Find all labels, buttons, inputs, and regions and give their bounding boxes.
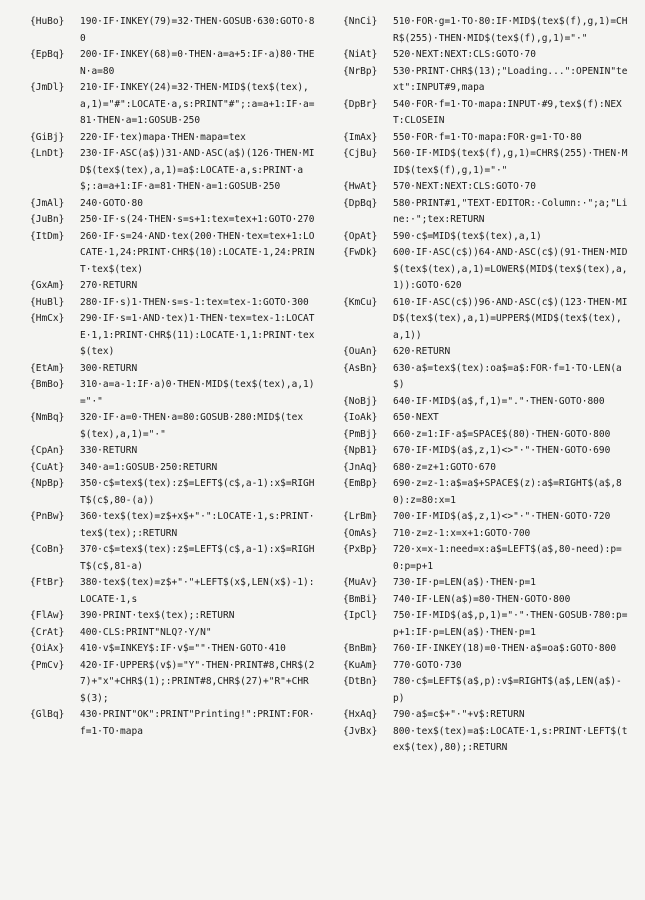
code-line [343,410,633,427]
code-line [30,608,320,625]
checksum-tag: {NrBp} [343,65,378,77]
code-line [30,377,320,410]
checksum-tag: {OpAt} [343,230,378,242]
code-line [343,542,633,575]
basic-statement: 430·PRINT"OK":PRINT"Printing!":PRINT:FOR·f=1·TO·mapa [80,709,315,737]
code-line [343,592,633,609]
basic-statement: 700·IF·MID$(a$,z,1)<>"·"·THEN·GOTO·720 [393,511,611,522]
checksum-tag: {DtBn} [343,676,378,687]
code-line [343,707,633,724]
checksum-tag: {AsBn} [343,362,378,374]
code-line [343,575,633,592]
code-line [343,608,633,641]
checksum-tag: {NpBp} [30,478,65,489]
basic-statement: 190·IF·INKEY(79)=32·THEN·GOSUB·630:GOTO·80 [80,16,315,44]
code-line [343,64,633,97]
code-line [343,427,633,444]
basic-statement: 510·FOR·g=1·TO·80:IF·MID$(tex$(f),g,1)=CHR$(255)·THEN·MID$(tex$(f),g,1)="·" [393,16,628,44]
code-line [343,443,633,460]
code-line [343,245,633,295]
basic-statement: 770·GOTO·730 [393,659,462,671]
code-line [30,476,320,509]
checksum-tag: {DpBq} [343,197,378,209]
code-line [30,47,320,80]
code-line [30,542,320,575]
checksum-tag: {GxAm} [30,280,65,291]
checksum-tag: {KuAm} [343,659,378,671]
basic-statement: 720·x=x-1:need=x:a$=LEFT$(a$,80-need):p=0:p=p+1 [393,544,622,572]
basic-statement: 680·z=z+1:GOTO·670 [393,461,496,473]
basic-statement: 230·IF·ASC(a$))31·AND·ASC(a$)(126·THEN·MID$(tex$(tex),a,1)=a$:LOCATE·a,s:PRINT·a$;:a=a+1:IF·a=81·THEN·a=1:GOSUB·250 [80,148,315,192]
basic-statement: 560·IF·MID$(tex$(f),g,1)=CHR$(255)·THEN·MID$(tex$(f),g,1)="·" [393,148,628,176]
basic-statement: 600·IF·ASC(c$))64·AND·ASC(c$)(91·THEN·MID$(tex$(tex),a,1)=LOWER$(MID$(tex$(tex),a,1)):GOTO·620 [393,247,628,291]
basic-statement: 360·tex$(tex)=z$+x$+"·":LOCATE·1,s:PRINT·tex$(tex);:RETURN [80,511,315,539]
checksum-tag: {NpB1} [343,445,378,456]
basic-statement: 650·NEXT [393,412,439,423]
checksum-tag: {LnDt} [30,148,65,159]
code-line [343,179,633,196]
code-line [343,47,633,64]
checksum-tag: {PnBw} [30,511,65,522]
checksum-tag: {JuBn} [30,214,65,225]
checksum-tag: {JmDl} [30,82,65,93]
basic-statement: 370·c$=tex$(tex):z$=LEFT$(c$,a-1):x$=RIGHT$(c$,81-a) [80,544,315,572]
code-line [343,97,633,130]
code-line [343,476,633,509]
checksum-tag: {NnCi} [343,16,378,27]
checksum-tag: {JmAl} [30,197,65,209]
checksum-tag: {CoBn} [30,544,65,555]
code-line [30,361,320,378]
code-line [343,344,633,361]
code-line [30,212,320,229]
basic-statement: 640·IF·MID$(a$,f,1)="."·THEN·GOTO·800 [393,395,605,407]
checksum-tag: {BmBo} [30,379,65,390]
basic-statement: 250·IF·s(24·THEN·s=s+1:tex=tex+1:GOTO·270 [80,214,315,225]
basic-statement: 750·IF·MID$(a$,p,1)="·"·THEN·GOSUB·780:p=p+1:IF·p=LEN(a$)·THEN·p=1 [393,610,628,638]
code-line [343,674,633,707]
basic-statement: 670·IF·MID$(a$,z,1)<>"·"·THEN·GOTO·690 [393,445,611,456]
checksum-tag: {PmBj} [343,428,378,440]
checksum-tag: {CpAn} [30,445,65,456]
checksum-tag: {BnBm} [343,643,378,654]
code-line [343,509,633,526]
basic-statement: 270·RETURN [80,280,138,291]
basic-statement: 530·PRINT·CHR$(13);"Loading...":OPENIN"text":INPUT#9,mapa [393,65,628,93]
basic-statement: 380·tex$(tex)=z$+"·"+LEFT$(x$,LEN(x$)-1):LOCATE·1,s [80,577,315,605]
basic-statement: 540·FOR·f=1·TO·mapa:INPUT·#9,tex$(f):NEXT:CLOSEIN [393,98,622,126]
checksum-tag: {HwAt} [343,181,378,192]
code-line [30,311,320,361]
code-line [343,130,633,147]
code-line [343,196,633,229]
checksum-tag: {OmAs} [343,527,378,539]
checksum-tag: {JvBx} [343,725,378,737]
checksum-tag: {MuAv} [343,577,378,588]
code-line [30,575,320,608]
code-line [343,460,633,477]
code-line [343,229,633,246]
basic-statement: 320·IF·a=0·THEN·a=80:GOSUB·280:MID$(tex$(tex),a,1)="·" [80,412,304,440]
basic-statement: 220·IF·tex)mapa·THEN·mapa=tex [80,131,246,143]
basic-statement: 550·FOR·f=1·TO·mapa:FOR·g=1·TO·80 [393,131,582,143]
checksum-tag: {CjBu} [343,148,378,159]
code-line [343,361,633,394]
basic-statement: 790·a$=c$+"·"+v$:RETURN [393,709,525,720]
basic-statement: 760·IF·INKEY(18)=0·THEN·a$=oa$:GOTO·800 [393,643,617,654]
basic-statement: 740·IF·LEN(a$)=80·THEN·GOTO·800 [393,593,571,605]
checksum-tag: {OuAn} [343,346,378,357]
code-line [343,146,633,179]
checksum-tag: {KmCu} [343,296,378,308]
checksum-tag: {FtBr} [30,577,65,588]
code-line [30,130,320,147]
checksum-tag: {LrBm} [343,511,378,522]
checksum-tag: {EtAm} [30,362,65,374]
checksum-tag: {NoBj} [343,395,378,407]
listing-column-right [343,14,633,757]
basic-statement: 210·IF·INKEY(24)=32·THEN·MID$(tex$(tex),a,1)="#":LOCATE·a,s:PRINT"#";:a=a+1:IF·a=81·THEN·a=1:GOSUB·250 [80,82,315,126]
basic-statement: 410·v$=INKEY$:IF·v$=""·THEN·GOTO·410 [80,643,286,654]
basic-statement: 400·CLS:PRINT"NLQ?·Y/N" [80,626,212,638]
checksum-tag: {HuBo} [30,16,65,27]
code-line [30,229,320,279]
checksum-tag: {HxAq} [343,709,378,720]
code-line [30,295,320,312]
basic-statement: 710·z=z-1:x=x+1:GOTO·700 [393,527,531,539]
code-line [30,146,320,196]
code-line [30,410,320,443]
code-line [30,80,320,130]
code-line [30,196,320,213]
basic-statement: 780·c$=LEFT$(a$,p):v$=RIGHT$(a$,LEN(a$)-p) [393,676,622,704]
checksum-tag: {HmCx} [30,313,65,324]
checksum-tag: {OiAx} [30,643,65,654]
checksum-tag: {JnAq} [343,461,378,473]
checksum-tag: {CrAt} [30,626,65,638]
code-line [30,509,320,542]
basic-statement: 340·a=1:GOSUB·250:RETURN [80,461,218,473]
basic-statement: 570·NEXT:NEXT:CLS:GOTO·70 [393,181,536,192]
checksum-tag: {EmBp} [343,478,378,489]
basic-statement: 200·IF·INKEY(68)=0·THEN·a=a+5:IF·a)80·THEN·a=80 [80,49,315,77]
code-line [30,443,320,460]
checksum-tag: {FlAw} [30,610,65,621]
checksum-tag: {NiAt} [343,49,378,60]
basic-statement: 350·c$=tex$(tex):z$=LEFT$(c$,a-1):x$=RIGHT$(c$,80-(a)) [80,478,315,506]
basic-statement: 580·PRINT#1,"TEXT·EDITOR:·Column:·";a;"Line:·";tex:RETURN [393,197,628,225]
basic-statement: 420·IF·UPPER$(v$)="Y"·THEN·PRINT#8,CHR$(27)+"x"+CHR$(1);:PRINT#8,CHR$(27)+"R"+CHR$(3); [80,659,315,704]
basic-statement: 620·RETURN [393,346,451,357]
checksum-tag: {PxBp} [343,544,378,555]
code-line [30,658,320,708]
checksum-tag: {BmBi} [343,593,378,605]
basic-statement: 260·IF·s=24·AND·tex(200·THEN·tex=tex+1:LOCATE·1,24:PRINT·CHR$(10):LOCATE·1,24:PRINT·tex$(tex) [80,230,315,275]
checksum-tag: {ItDm} [30,230,65,242]
checksum-tag: {DpBr} [343,98,378,110]
checksum-tag: {GiBj} [30,131,65,143]
basic-statement: 330·RETURN [80,445,138,456]
basic-statement: 290·IF·s=1·AND·tex)1·THEN·tex=tex-1:LOCATE·1,1:PRINT·CHR$(11):LOCATE·1,1:PRINT·tex$(tex) [80,313,315,357]
basic-statement: 390·PRINT·tex$(tex);:RETURN [80,610,235,621]
code-line [30,625,320,642]
basic-statement: 800·tex$(tex)=a$:LOCATE·1,s:PRINT·LEFT$(tex$(tex),80);:RETURN [393,725,628,753]
code-line [343,724,633,757]
code-line [343,295,633,345]
code-line [343,658,633,675]
basic-statement: 630·a$=tex$(tex):oa$=a$:FOR·f=1·TO·LEN(a$) [393,362,622,390]
code-line [343,641,633,658]
code-line [30,278,320,295]
checksum-tag: {IoAk} [343,412,378,423]
checksum-tag: {IpCl} [343,610,378,621]
checksum-tag: {PmCv} [30,659,65,671]
basic-statement: 660·z=1:IF·a$=SPACE$(80)·THEN·GOTO·800 [393,428,611,440]
checksum-tag: {GlBq} [30,709,65,720]
checksum-tag: {CuAt} [30,461,65,473]
basic-statement: 240·GOTO·80 [80,197,143,209]
code-line [30,641,320,658]
code-line [30,460,320,477]
basic-statement: 280·IF·s)1·THEN·s=s-1:tex=tex-1:GOTO·300 [80,296,309,308]
checksum-tag: {HuBl} [30,296,65,308]
checksum-tag: {ImAx} [343,131,378,143]
basic-statement: 310·a=a-1:IF·a)0·THEN·MID$(tex$(tex),a,1)="·" [80,379,315,407]
code-line [30,14,320,47]
code-line [343,14,633,47]
code-line [343,394,633,411]
basic-statement: 610·IF·ASC(c$))96·AND·ASC(c$)(123·THEN·MID$(tex$(tex),a,1)=UPPER$(MID$(tex$(tex),a,1)) [393,296,628,341]
checksum-tag: {NmBq} [30,412,65,423]
checksum-tag: {EpBq} [30,49,65,60]
basic-statement: 520·NEXT:NEXT:CLS:GOTO·70 [393,49,536,60]
basic-statement: 690·z=z-1:a$=a$+SPACE$(z):a$=RIGHT$(a$,80):z=80:x=1 [393,478,622,506]
basic-statement: 730·IF·p=LEN(a$)·THEN·p=1 [393,577,536,588]
code-line [30,707,320,740]
code-line [343,526,633,543]
listing-column-left [30,14,320,740]
checksum-tag: {FwDk} [343,247,378,258]
basic-statement: 590·c$=MID$(tex$(tex),a,1) [393,230,542,242]
basic-statement: 300·RETURN [80,362,138,374]
